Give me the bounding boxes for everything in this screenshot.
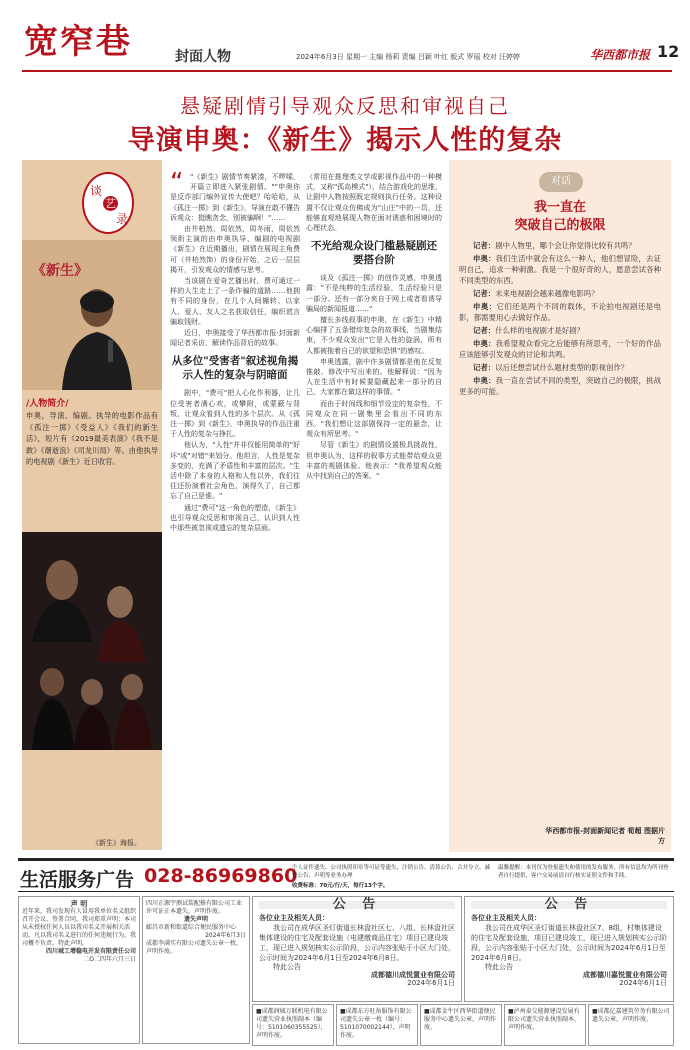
qa-speaker: 申奥： (473, 302, 497, 311)
notice-1-signer: 成都德川成悦置业有限公司 (371, 971, 455, 979)
section-title: 宽窄巷 (24, 22, 132, 62)
col3-para-2: 谈及《孤注一掷》的创作灵感，申奥透露："不是纯粹的生活经验，生活经验只是一部分。还有一部分来自于网上或者看诱导骗局的新闻报道……" (306, 274, 442, 313)
small-ad-3: ■成都金牛区西华街道便民服务中心遗失公章，声明作废。 (420, 1004, 502, 1046)
bio-text: 申奥，导演、编剧。执导的电影作品有《孤注一掷》《受益人》《我们的新生活》，短片有《2019最美表演》《我不是敢》《潮逝浪》《司龙川局》等。由他执导的电视剧《新生》近日收官。 (26, 411, 158, 466)
badge-char-2: 艺 (105, 197, 116, 210)
ad-note-3: 收费标准：70元/行/天，每行13个字。 (292, 883, 389, 889)
qa-paragraph (459, 288, 661, 299)
date-line: 2024年6月3日 星期一 主编 杨莉 责编 吕颖 叶红 版式 罗瑶 校对 汪婷婷 (296, 53, 520, 61)
drama-poster (22, 532, 162, 750)
col3-para-1: （常用在推理类文学或影视作品中的一种模式，又称"孤岛模式"），结合游戏化的思维，让剧中人物按照既定规则执行任务。这种设置不仅让观众仿佛成为"山庄"中的一员，还能够直观地展现人物在面对诱惑和困境时的心理状态。 (306, 173, 442, 233)
headline-kicker: 悬疑剧情引导观众反思和审视自己 (180, 94, 510, 118)
ad-statement (18, 896, 140, 1044)
col2-para-2: 当该剧在爱奇艺播出时，费可通过一样的人生走上了一条诈骗的道路……他拥有不同的身份，在几个人间辗转、以家人、爱人、友人之名获取信任，编织谎言骗取钱财。 (170, 277, 300, 326)
col3-para-6: 尽管《新生》的剧情设置极具挑战性，但申奥认为，这样的叙事方式能带给观众更丰富的观剧体验。他表示："我希望观众能从中找到自己的答案。" (306, 441, 442, 481)
qa-speaker: 申奥： (473, 254, 496, 263)
lost-notice-4: 2024年6月3日 (205, 932, 246, 939)
dialog-box (449, 160, 671, 852)
lost-notice-1: 四川正源宇测试装配修有限公司工业许可证正本遗失，声明作废。 (146, 900, 243, 915)
person-silhouette (52, 280, 142, 390)
qa-paragraph (459, 362, 661, 373)
qa-paragraph (459, 301, 661, 323)
talk-art-badge (82, 172, 134, 234)
statement-date: 二O二四年六月三日 (83, 956, 136, 963)
notice-1-date: 2024年6月1日 (407, 979, 455, 987)
badge-char-3: 录 (116, 212, 129, 226)
small-ad-5: ■成都亿嘉建筑劳务有限公司遗失公章，声明作废。 (588, 1004, 674, 1046)
statement-signer: 四川城工增稳电开发有限责任公司 (45, 948, 136, 955)
col3-para-3: 擅长多线叙事的申奥，在《新生》中精心编排了五条错综复杂的故事线，当剧集结束，不少观众发出"它是人性的旋涡，所有人都被拖着自己的欲望和恐惧"的感叹。 (306, 316, 442, 355)
ad-note-2: 温馨提醒：本刊仅为登报遗失和使用的发布服务，所有信息均为所刊登者自行提供，客户交易前请自行核实证照文件和手续。 (498, 865, 669, 879)
qa-text: 我们生活中就会有这么一种人，他们想冒险，去证明自己，追求一种刺激。我是一个很好奇的人，愿意尝试各种不同类型的东西。 (459, 254, 661, 285)
col3-subhead: 不光给观众设门槛悬疑剧还要搭台阶 (311, 240, 437, 267)
intro-quote-mark: “ (170, 172, 184, 198)
portrait-photo (22, 240, 162, 390)
lost-notice-2: 遗失声明 (183, 916, 208, 923)
qa-speaker: 申奥： (473, 376, 496, 385)
poster-figures (22, 532, 162, 750)
poster-caption: 《新生》海报。 (92, 839, 141, 847)
small-ad-4: ■泸州泰交能源建设发展有限公司遗失营业执照副本，声明作废。 (504, 1004, 586, 1046)
qa-list (459, 240, 661, 820)
lost-notice-3: 邮昌市新和街道综合便民服务中心 (146, 924, 237, 931)
notice-1-title: 公 告 (259, 901, 455, 909)
badge-char-1: 谈 (90, 184, 103, 198)
qa-paragraph (459, 375, 661, 397)
qa-text: 我一直在尝试不同的类型，突破自己的极限，挑战更多的可能。 (459, 376, 661, 396)
small-ad-2: ■成都东方旺角服饰有限公司遗失公章一枚（编号：5101070002144），声明作废。 (336, 1004, 418, 1046)
col2-para-5: 他认为，"人性"并非仅能用简单的"好坏"或"对错"来划分。他坦言，人性是复杂多变的，充满了矛盾性和丰富的层次。"生活中除了本身的人格和人性以外，我们往往还扮演着社会角色，演得久了，自己都忘了自己是谁。" (170, 441, 300, 501)
masthead (0, 0, 690, 74)
qa-speaker: 记者： (473, 363, 496, 372)
ad-title: 生活服务广告 (20, 869, 135, 891)
notice-2-title: 公 告 (471, 901, 667, 909)
qa-text: 剧中人物里，哪个会让你觉得比较有共鸣？ (495, 241, 636, 250)
article-col-2 (170, 172, 300, 854)
qa-paragraph (459, 240, 661, 251)
ad-lost-notices (142, 896, 250, 1044)
ad-phone: 028-86969860 (144, 865, 298, 887)
statement-title: 声 明 (70, 900, 88, 908)
notice-2-signer: 成都德川嘉悦置业有限公司 (583, 971, 667, 979)
qa-text: 它们还是两个不同的载体，不论拍电视剧还是电影，都需要用心去做好作品。 (459, 302, 661, 322)
col3-para-5: 而由于时间线和细节设定的复杂性，不同观众在同一剧集里会看出不同的东西。"我们想让这部剧保持一定的悬念，让观众有所思考。" (306, 399, 442, 439)
notice-1-ending: 特此公告 (273, 963, 301, 971)
dialog-title-2: 突破自己的极限 (514, 218, 606, 233)
notice-1-body: 我公司在成华区圣灯街道长林盘社区七、八组、长林盘社区集体建设的住宅及配套设施（电建缴商品住宅）项目已建设竣工，现已进入规划核实公示阶段，公示内容张贴于小区大门处，公示时间为2024年6月1日至2024年6月8日。 (259, 924, 455, 962)
col2-subhead: 从多位"受害者"叙述视角揭示人性的复杂与阴暗面 (171, 355, 299, 382)
photo-caption: 《新生》 (32, 263, 88, 279)
dialog-tag: 对话 (539, 172, 583, 192)
qa-speaker: 申奥： (473, 339, 496, 348)
headline-main: 导演申奥：《新生》揭示人性的复杂 (127, 125, 563, 156)
col2-para-4: 剧中，"费可"把人心化作利器，让几位受害者满心欢，或攀附，或蒙蔽与背叛，让观众看到人性的多个层次。从《孤注一掷》到《新生》，申奥执导的作品注重于人性的复杂与挣扎。 (170, 389, 300, 439)
ad-note-1: 个人证件遗失、公司执照印章等可证等遗失、注销公告、清算公告、合并分立、减资公告、声明等业务办理 (292, 865, 491, 879)
qa-text: 未来电视剧会越来越像电影吗？ (495, 289, 599, 298)
col2-para-3: 近日，申奥接受了华西都市报·封面新闻记者采访，解读作品背后的故事。 (170, 329, 300, 348)
masthead-rule (22, 70, 672, 72)
page-number: 12 (657, 42, 680, 61)
qa-text: 以后还想尝试什么题材类型的影视创作？ (495, 363, 629, 372)
small-ad-1: ■成都润城万联机电有限公司遗失营业执照副本（编号：5101060355525），声明作废。 (252, 1004, 334, 1046)
paper-logo: 华西都市报 (590, 48, 651, 62)
qa-speaker: 记者： (473, 241, 496, 250)
col2-para-6: 通过"费可"这一角色的塑造，《新生》也引导观众反思和审视自己，认识到人性中那些被忽视或遗忘的复杂层面。 (170, 503, 300, 533)
statement-text: 近年来，我司发现有人冒用我单位名义组织召开会议、签署合同，我司郑重声明：本司从未授权任何人员以我司名义开展相关活动，凡以我司名义进行的任何违规行为，我司概不负责。特此声明。 (22, 908, 137, 947)
notice-2-salutation: 各位业主及相关人员： (471, 914, 541, 922)
dialog-title-1: 我一直在 (533, 200, 586, 215)
qa-text: 我希望观众看完之后能够有所思考，一个好的作品应该能够引发观众的讨论和共鸣。 (459, 339, 661, 359)
dialog-byline: 华西都市报-封面新闻记者 荀超 图据片方 (545, 827, 665, 845)
notice-2 (464, 896, 674, 1002)
notice-2-ending: 特此公告 (485, 963, 513, 971)
qa-text: 什么样的电视剧才是好剧？ (495, 326, 584, 335)
col2-para-1: 由井柏然，周依然，周冬雨，周依然领衔主演的由申奥执导、编剧的电视剧《新生》在近期播出，剧情在展现主角费可（井柏然饰）的身份开始，之后一层层揭开，引发观众的情感与思考。 (170, 225, 300, 274)
notice-2-body: 我公司在成华区圣灯街道长林盘社区7、8组，村集体建设的住宅及配套设施，项目已建设竣工，现已进入规划核实公示阶段，公示内容张贴于小区大门处，公示时间为2024年6月1日至2024年6月8日。 (471, 924, 667, 962)
section-subtitle: 封面人物 (175, 49, 231, 65)
article-col-3 (306, 172, 442, 854)
qa-paragraph (459, 338, 661, 360)
notice-1-salutation: 各位业主及相关人员： (259, 914, 329, 922)
lost-notice-5: 成都李满实有限公司遗失公章一枚，声明作废。 (146, 940, 243, 955)
qa-speaker: 记者： (473, 289, 496, 298)
qa-paragraph (459, 253, 661, 286)
intro-paragraph: "《新生》剧情节奏紧凑，不啰嗦，开篇立即进入紧张剧情。""申奥你是反诈部门编外宣传大使吧？哈哈哈，从《孤注一掷》到《新生》，导演在敢不懂告诉观众：挺瞧贪念，别被骗啊！"…… (170, 173, 300, 222)
notice-1 (252, 896, 462, 1002)
col3-para-4: 申奥透露，剧中许多剧情都是他在反复推敲、修改中写出来的。他解释说："因为人在生活中有时候要隐藏起来一部分的自己，大家都在做这样的事情。" (306, 357, 442, 397)
notice-2-date: 2024年6月1日 (619, 979, 667, 987)
sidebar (22, 160, 162, 850)
qa-paragraph (459, 325, 661, 336)
qa-speaker: 记者： (473, 326, 496, 335)
ad-header (18, 858, 674, 892)
bio-title: /人物简介/ (26, 399, 69, 409)
